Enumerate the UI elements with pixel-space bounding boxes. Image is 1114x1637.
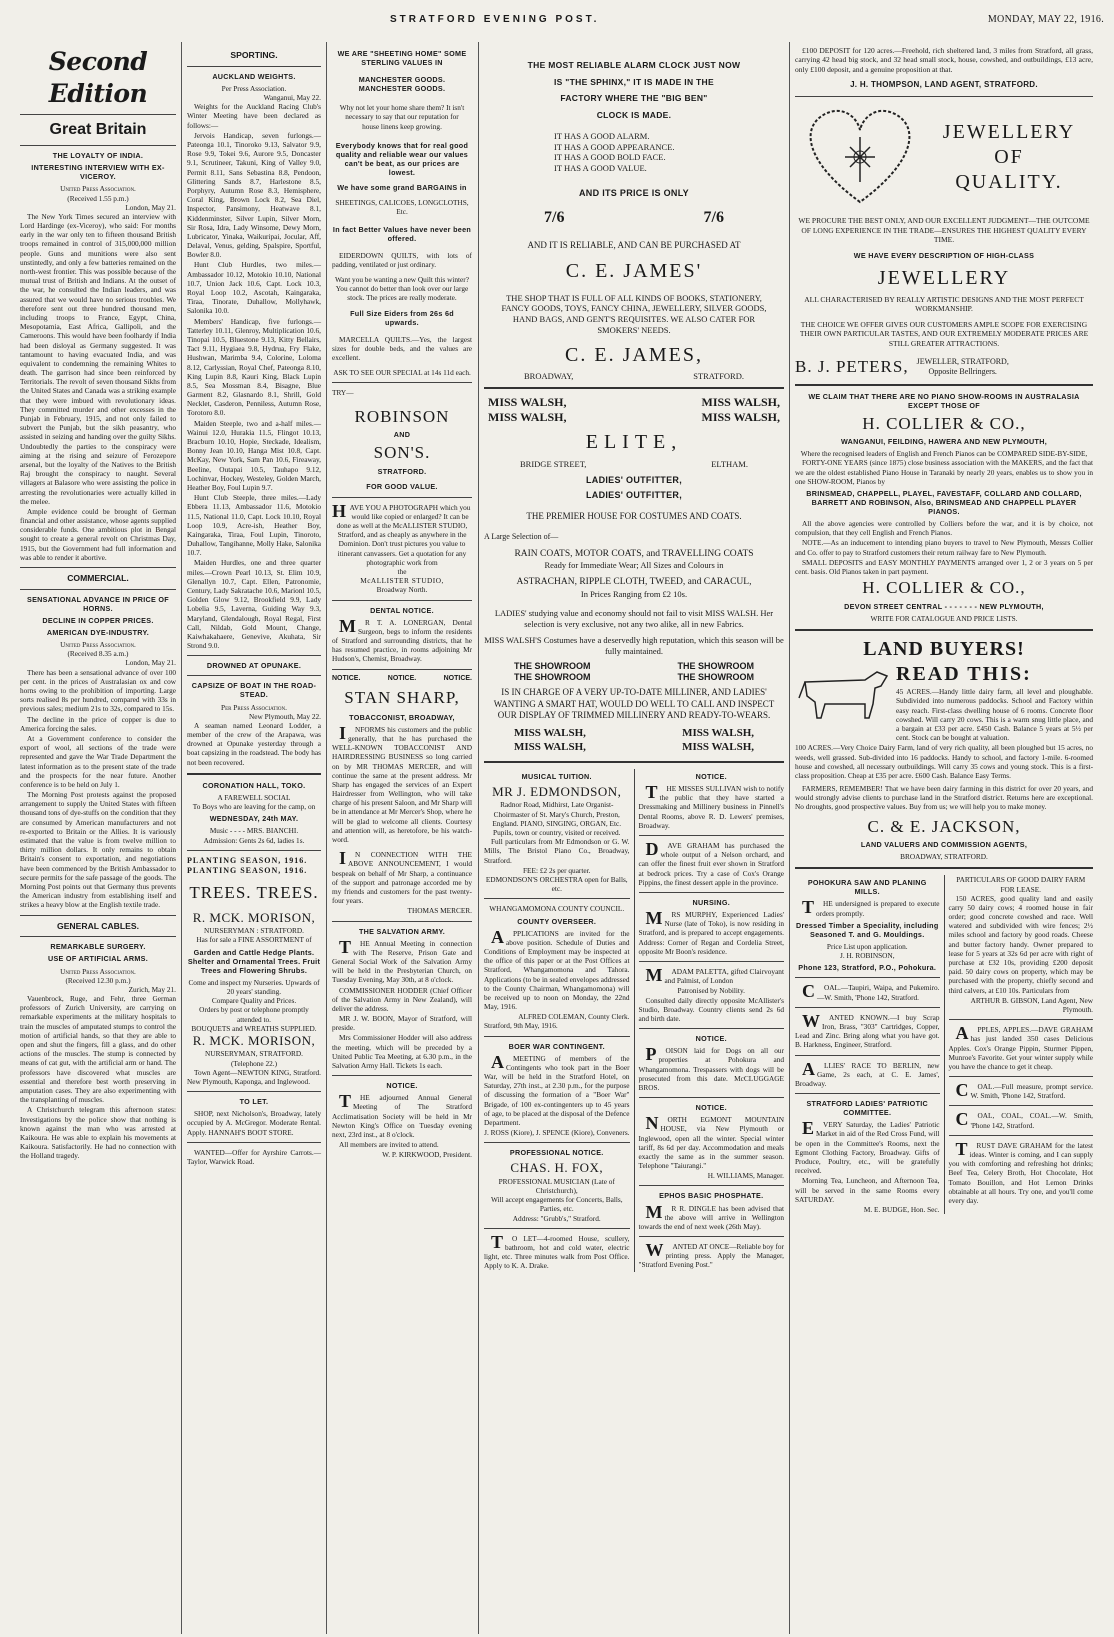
ad-line: LADIES' OUTFITTER,: [585, 475, 683, 486]
ad-line: BOUQUETS and WREATHS SUPPLIED.: [191, 1023, 317, 1033]
ad-line: AND ITS PRICE IS ONLY: [579, 187, 689, 198]
headline: NOTICE.: [695, 1034, 727, 1044]
ad-title: JEWELLERY: [942, 120, 1076, 143]
ad-line: Mrs Commissioner Hodder will also address the meeting, which will be preceded by a United Public Tea Meeting, at 6.30 p.m., in the Salvation Army Hall. Tickets 1s each.: [332, 1033, 472, 1071]
ad-line: IT HAS A GOOD ALARM.: [554, 130, 650, 141]
ad-line: APPLES, APPLES.—DAVE GRAHAM has just landed 350 cases Delicious Apples. Cox's Orange Pippin, Sturmer Pippen, Munroe's Favorite. Get your winter supply while you have the chance to get it cheap.: [948, 1023, 1093, 1071]
ad-title: TREES. TREES.: [189, 883, 319, 903]
column-rule: [478, 42, 479, 1634]
paragraph: Hunt Club Hurdles, two miles.—Ambassador 10.12, Motokio 10.10, National 10.7, Union Jack 10.6, Capt. Lock 10.3, Royal Loop 10.2, Ascotah, Kaingaraka, Tiraa, Tinorate, Duhallow, Mollyhawk, Salonika 10.0.: [187, 260, 321, 316]
ad-line: DEVON STREET CENTRAL - - - - - - - NEW PLYMOUTH,: [844, 601, 1044, 611]
ad-line: BROADWAY,: [524, 370, 574, 381]
ad-line: the: [397, 566, 407, 576]
ad-line: EVERY Saturday, the Ladies' Patriotic Market in aid of the Red Cross Fund, will be open in the Committee's Rooms, next the Egmont Clothing Factory, Broadway. Gifts of Produce, Poultry, etc., will be gratefully received.: [795, 1118, 940, 1176]
ad-line: 100 ACRES.—Very Choice Dairy Farm, land of very rich quality, all been ploughed but 15 acres, no weeds, well grassed. Sub-divided into 16 paddocks. Handy to school, and factory 1-mile. 6-roomed house and cowshed, all necessary outbuildings. Will carry 35 cows and young stock. This is a first-class proposition. Cheap at £35 per acre. £600 Cash. Balance Easy Terms.: [795, 743, 1093, 780]
ad-line: COMMISSIONER HODDER (Chief Officer of the Salvation Army in New Zealand), will deliver the address.: [332, 985, 472, 1013]
masthead-title: STRATFORD EVENING POST.: [390, 14, 600, 25]
ad-line: AND: [393, 430, 411, 440]
ad-line: COAL.—Full measure, prompt service. W. Smith, 'Phone 142, Stratford.: [955, 1080, 1093, 1101]
paragraph: The Morning Post protests against the proposed arrangement to supply the United States with fifteen thousand tons of dye-stuffs on the condition that they are consumed by American manufacturers and not re-exported to Britain or the Allies. It is variously estimated that the value is from twelve million to thirty million dollars. It only remains to obtain Britain's consent to exportation, and negotiations have been commenced by the British Ambassador to secure permits for the safe passage of the goods. The Morning Post points out that Germany thus prevents the American industry from establishing itself and strikes a heavy blow at the English textile trade.: [20, 790, 176, 910]
headline: GENERAL CABLES.: [57, 920, 139, 931]
headline: COMMERCIAL.: [67, 573, 129, 584]
signature: W. P. KIRKWOOD, President.: [382, 1150, 472, 1160]
ad-line: MRS MURPHY, Experienced Ladies' Nurse (late of Toko), is now residing in Stratford, and is prepared to accept engagements. Address: Corner of Regan and Cordelia Street, opposite Mr Boon's residence.: [638, 908, 784, 956]
ad-line: In Prices Ranging from £2 10s.: [580, 589, 688, 600]
ad-title: WE ARE "SHEETING HOME" SOME STERLING VALUES IN: [337, 49, 467, 68]
ad-title: C. E. JAMES,: [565, 344, 703, 367]
ad-line: TO LET—4-roomed House, scullery, bathroom, hot and cold water, electric light, etc. Three minutes walk from Post Office. Apply to K. A. Drake.: [484, 1231, 630, 1271]
ad-line: A FAREWELL SOCIAL: [217, 792, 291, 802]
ad-line: STRATFORD.: [377, 466, 427, 476]
ad-line: Has for sale a FINE ASSORTMENT of: [196, 935, 312, 945]
ads-right: [634, 769, 785, 1272]
ad-title: MISS WALSH,: [682, 727, 754, 740]
notice: NOTICE.: [387, 674, 417, 682]
paragraph: At a Government conference to consider the export of wool, all sections of the trade were represented and gave the War Trade Department the latest information as to the present state of the trade and the prospects for the near future. Another conference is to be held on July 1.: [20, 733, 176, 789]
ad-line: WEDNESDAY, 24th MAY.: [209, 814, 299, 824]
ad-line: MARCELLA QUILTS.—Yes, the largest sizes for double beds, and the values are excellent.: [332, 334, 472, 363]
ad-line: MADAM PALETTA, gifted Clairvoyant and Palmist, of London: [645, 964, 784, 986]
ad-line: J. H. THOMPSON, LAND AGENT, STRATFORD.: [850, 80, 1038, 90]
ad-line: Want you be wanting a new Quilt this winter? You cannot do better than look over our large stock. The prices are really moderate.: [335, 275, 469, 303]
headline: AUCKLAND WEIGHTS.: [212, 71, 296, 81]
received: (Received 12.30 p.m.): [65, 975, 131, 985]
column-ads-right: [791, 46, 1097, 1632]
ad-line: POISON laid for Dogs on all our properties at Pohokura and Whangamomona. Trespassers with dogs will be prosecuted from this date. McCLUGGAGE BROS.: [638, 1044, 784, 1092]
paragraph: Ample evidence could be brought of German financial and other assistance, whose agents supplied considerable funds. One ambitious plot in Bengal sought to create a general revolt on Christmas Day, 1915, but the Government had full information and was able to render it abortive.: [20, 506, 176, 562]
ad-line: Full Size Eiders from 26s 6d upwards.: [350, 308, 454, 327]
headline: DENTAL NOTICE.: [370, 605, 434, 615]
ads-left: [795, 875, 940, 1214]
ad-title: STAN SHARP,: [344, 688, 460, 708]
ad-line: TOBACCONIST, BROADWAY,: [349, 712, 455, 722]
headline: MUSICAL TUITION.: [521, 772, 592, 782]
headline: SPORTING.: [230, 50, 278, 60]
ads-left: [484, 769, 630, 1272]
received: (Received 1.55 p.m.): [67, 193, 129, 203]
ad-title: H. COLLIER & CO.,: [862, 578, 1026, 598]
ad-line: NURSERYMAN : STRATFORD.: [204, 926, 304, 936]
ad-line: IT HAS A GOOD VALUE.: [554, 162, 647, 173]
heart-ornament-icon: [795, 102, 925, 212]
paragraph: Weights for the Auckland Racing Club's Winter Meeting have been declared as follows:—: [187, 102, 321, 130]
headline: STRATFORD LADIES' PATRIOTIC COMMITTEE.: [806, 1099, 929, 1118]
ad-line: Broadway North.: [376, 585, 428, 595]
ad-line: ASTRACHAN, RIPPLE CLOTH, TWEED, and CARACUL,: [516, 577, 752, 588]
ad-line: Where the recognised leaders of English and French Pianos can be COMPARED SIDE-BY-SIDE,: [800, 449, 1088, 459]
ad-line: Stratford, 9th May, 1916.: [484, 1021, 558, 1031]
ad-line: STRATFORD.: [693, 370, 744, 381]
ad-line: Town Agent—NEWTON KING, Stratford. New Plymouth, Kaponga, and Inglewood.: [187, 1067, 321, 1086]
ad-line: Phone 123, Stratford, P.O., Pohokura.: [798, 963, 937, 973]
ad-title: R. MCK. MORISON,: [192, 909, 316, 925]
ad-line: Opposite Bellringers.: [928, 366, 997, 376]
ad-line: FOR GOOD VALUE.: [366, 481, 438, 491]
ad-line: THE SHOWROOM: [514, 660, 591, 671]
ad-line: WANTED KNOWN.—I buy Scrap Iron, Brass, "303" Cartridges, Copper, Lead and Zinc. Bring along what you have got. B. Harkness, Engineer, Stratford.: [795, 1010, 940, 1050]
ad-line: Patronised by Nobility.: [677, 986, 745, 996]
headline: DROWNED AT OPUNAKE.: [206, 661, 302, 671]
ad-line: ELTHAM.: [711, 458, 748, 469]
ad-line: COAL.—Taupiri, Waipa, and Pukemiro.—W. Smith, 'Phone 142, Stratford.: [802, 981, 940, 1002]
ad-line: Morning Tea, Luncheon, and Afternoon Tea, will be served in the same Rooms every SATURDAY.: [795, 1176, 940, 1204]
ad-line: Radnor Road, Midhirst, Late Organist-Choirmaster of St. Mary's Church, Preston, England. PIANO, SINGING, ORGAN, Etc. Pupils, town or country, visited or received.: [492, 800, 622, 838]
cow-icon: [795, 662, 890, 722]
received: (Received 8.35 a.m.): [67, 649, 129, 659]
price: 7/6: [703, 208, 724, 226]
ad-line: Orders by post or telephone promptly attended to.: [199, 1005, 309, 1024]
paragraph: The decline in the price of copper is due to America forcing the sales.: [20, 714, 176, 733]
ad-line: THE Annual Meeting in connection with The Reserve, Prison Gate and General Social Work of the Salvation Army will be held in the Presbyterian Church, on Tuesday Evening, May 30th, at 8 o'clock.: [332, 936, 472, 985]
headline: USE OF ARTIFICIAL ARMS.: [47, 954, 149, 964]
ad-line: PLANTING SEASON, 1916.: [187, 866, 308, 876]
ad-line: Will accept engagements for Concerts, Balls, Parties, etc.: [490, 1195, 623, 1214]
headline: NOTICE.: [386, 1081, 418, 1091]
headline: EPHOS BASIC PHOSPHATE.: [659, 1191, 764, 1201]
dateline: London, May 21.: [125, 658, 176, 668]
ad-line: THE PREMIER HOUSE FOR COSTUMES AND COATS.: [526, 511, 742, 522]
ad-line: LAND VALUERS AND COMMISSION AGENTS,: [860, 840, 1028, 850]
ad-line: Everybody knows that for real good quality and reliable wear our values can't be beat, as our prices are lowest.: [335, 140, 469, 177]
ad-line: THE CHOICE WE OFFER GIVES OUR CUSTOMERS AMPLE SCOPE FOR EXERCISING THEIR OWN PARTICULAR TASTES, AND OUR EXTREMELY MODERATE PRICES ARE STILL GREATER ATTRACTIONS.: [799, 319, 1089, 348]
ad-line: WANTED AT ONCE—Reliable boy for printing press. Apply the Manager, "Stratford Evening Post.": [638, 1240, 784, 1270]
headline: COUNTY OVERSEER.: [517, 916, 597, 926]
ad-title: OF: [994, 145, 1024, 168]
column-ads: [328, 46, 476, 1632]
ads-right: [944, 875, 1094, 1214]
ad-title: MISS WALSH,: [701, 410, 780, 425]
ad-line: SHEETINGS, CALICOES, LONGCLOTHS, Etc.: [335, 198, 469, 217]
column-news: [16, 46, 180, 1632]
ad-line: THE adjourned Annual General Meeting of The Stratford Acclimatisation Society will be held in Mr Newton King's Office on Tuesday evening next, 23rd inst., at 8 o'clock.: [332, 1091, 472, 1140]
ad-line: MR J. W. BOON, Mayor of Stratford, will preside.: [332, 1014, 472, 1033]
ad-line: We have some grand BARGAINS in: [337, 183, 467, 193]
ad-title: FACTORY WHERE THE "BIG BEN": [560, 93, 708, 104]
headline: NURSING.: [692, 897, 731, 907]
ad-line: DAVE GRAHAM has purchased the whole output of a Nelson orchard, and can offer the finest fruit ever shown in Stratford at bedrock prices. Try a case of Cox's Orange Pippins, the finest dessert apple in the province.: [638, 839, 784, 887]
ad-line: NOTE.—As an inducement to intending piano buyers to travel to New Plymouth, Messrs Collier and Co. offer to pay to Stratford customers their return railway fare to New Plymouth.: [795, 538, 1093, 557]
ad-line: WE HAVE EVERY DESCRIPTION OF HIGH-CLASS: [853, 250, 1035, 260]
headline: DECLINE IN COPPER PRICES.: [42, 615, 154, 625]
ad-line: A Large Selection of—: [484, 532, 559, 542]
ad-title: MR J. EDMONDSON,: [492, 784, 622, 800]
headline: CORONATION HALL, TOKO.: [202, 780, 306, 790]
column-sporting: [183, 46, 325, 1632]
ad-line: £100 DEPOSIT for 120 acres.—Freehold, rich sheltered land, 3 miles from Stratford, all grass, carrying 42 head big stock, and 32 head small stock, house, cowshed, and outbuildings, £13 acre, only £100 deposit, and a genuine proposition at that.: [795, 46, 1093, 74]
ad-line: NORTH EGMONT MOUNTAIN HOUSE, via New Plymouth or Inglewood, open all the winter. Special winter tariff, 8s 6d per day. Accommodation and meals exactly the same as in the summer season. Telephone "Taiurangi.": [638, 1113, 784, 1171]
ad-line: RAIN COATS, MOTOR COATS, and TRAVELLING COATS: [514, 548, 754, 559]
paragraph: Maiden Hurdles, one and three quarter miles.—Crown Pearl 10.13, St. Elim 10.9, Glenallyn 10.7, Capt. Ellen, Patronomie, Century, Lady Sakratache 10.6, Marionl 10.5, Golden Glow 9.12, Brookfield 9.9, Lady Lobelia 9.5, Laverna, Guiding Way 9.3, Maryland, Glendalough, Royal Regal, First Call, Nildab, Gold Mount, Change, Kaiwhakahaere, Genevive, Akuhata, Sir Strond 9.0.: [187, 558, 321, 651]
ad-line: LADIES' studying value and economy should not fail to visit MISS WALSH. Her selection is very exclusive, not any two alike, all in new Fabrics.: [494, 607, 774, 629]
credit: United Press Association.: [60, 184, 136, 194]
ad-title: THE MOST RELIABLE ALARM CLOCK JUST NOW: [527, 60, 741, 70]
ad-line: APPLICATIONS are invited for the above position. Schedule of Duties and Conditions of Employment may be inspected at the office of this paper or at the Post Offices at Stratford, Whangamomona and Tahora. Applications (to be in sealed envelopes addressed to the County Chairman, Whangamomona) will be received up to noon on Monday, the 22nd May, 1916.: [484, 926, 630, 1012]
ad-line: COAL, COAL, COAL.—W. Smith, 'Phone 142, Stratford.: [955, 1109, 1093, 1130]
ad-line: WE PROCURE THE BEST ONLY, AND OUR EXCELLENT JUDGMENT—THE OUTCOME OF LONG EXPERIENCE IN THE TRADE—ENSURES THE HIGHEST QUALITY EVERY TIME.: [798, 216, 1090, 245]
ad-title: CHAS. H. FOX,: [510, 1160, 604, 1176]
notice: NOTICE.: [443, 674, 472, 682]
ad-line: 150 ACRES, good quality land and easily carry 50 dairy cows; 4 roomed house in fair order; good concrete cowshed and race. Well watered and subdivided with wire fences; 2½ miles school and factory by good roads. Cheese and butter factory handy. Owner prepared to lease for 5 years at 32s 6d per acre with right of purchase at £32 10s, providing £200 deposit paid. 50 dairy cows on property, which may be purchased with the property, chiefly second and third calvers, at £10 10s. Particulars from: [948, 893, 1093, 995]
headline: SENSATIONAL ADVANCE IN PRICE OF HORNS.: [26, 594, 169, 613]
ad-line: PROFESSIONAL MUSICIAN (Late of Christchurch),: [498, 1176, 615, 1196]
ad-line: EDMONDSON'S ORCHESTRA open for Balls, etc.: [485, 874, 628, 894]
ad-line: To Boys who are leaving for the camp, on: [192, 802, 316, 812]
headline: WHANGAMOMONA COUNTY COUNCIL.: [489, 904, 625, 914]
headline: PARTICULARS OF GOOD DAIRY FARM FOR LEASE.: [956, 875, 1086, 894]
column-rule: [789, 42, 790, 1634]
ad-line: AMEETING of members of the Contingents who took part in the Boer War, will be held in the Stratford Hotel, on Saturday, 27th inst., at 2.30 p.m., for the purpose of discussing the formation of a "Boer War" Brigade, of 100 ex-contingenters up to 45 years of age, to be placed at the disposal of the Defence Department.: [484, 1051, 630, 1128]
credit: Per Press Association.: [221, 702, 287, 712]
signature: THOMAS MERCER.: [407, 906, 472, 916]
ad-line: Compare Quality and Prices.: [211, 996, 297, 1006]
ad-line: BRINSMEAD, CHAPPELL, PLAYEL, FAVESTAFF, COLLARD AND COLLARD, BARRETT AND ROBINSON, Also, BRINSMEAD AND CHAPPELL PLAYER PIANOS.: [806, 488, 1082, 517]
ad-line: LADIES' OUTFITTER,: [585, 489, 683, 500]
ad-line: EIDERDOWN QUILTS, with lots of padding, ventilated or just ordinary.: [332, 250, 472, 269]
ad-line: Ready for Immediate Wear; All Sizes and Colours in: [544, 560, 724, 571]
ad-line: IT HAS A GOOD APPEARANCE.: [554, 141, 675, 152]
headline: NOTICE.: [695, 1103, 727, 1113]
ad-line: All members are invited to attend.: [339, 1140, 439, 1150]
ad-title: MISS WALSH,: [488, 410, 567, 425]
dateline: Zurich, May 21.: [128, 984, 176, 994]
ad-line: MR R. DINGLE has been advised that the above will arrive in Wellington towards the end of next week (26th May).: [638, 1201, 784, 1231]
ad-title: SON'S.: [373, 443, 431, 463]
subheadline: INTERESTING INTERVIEW WITH EX-VICEROY.: [31, 163, 165, 182]
ad-line: WANTED—Offer for Ayrshire Carrots.—Taylor, Warwick Road.: [187, 1147, 321, 1166]
ad-title: H. COLLIER & CO.,: [862, 413, 1026, 433]
ad-line: IT HAS A GOOD BOLD FACE.: [554, 152, 666, 163]
column-rule: [326, 42, 327, 1634]
ad-title: MISS WALSH,: [514, 727, 586, 740]
ad-title: MANCHESTER GOODS. MANCHESTER GOODS.: [358, 75, 446, 94]
ad-line: FARMERS, REMEMBER! That we have been dairy farming in this district for over 20 years, and would strongly advise clients to purchase land in the Stratford district. Returns here are exceptional. No droughts, good prospective values. Buy from us; we will help you to make money.: [795, 784, 1093, 812]
ad-line: Full particulars from Mr Edmondson or G. W. Mills, The Bristol Piano Co., Broadway, Stratford.: [484, 837, 630, 865]
ad-line: THE MISSES SULLIVAN wish to notify the public that they have started a Dressmaking and Millinery business in Pinnell's Dental Rooms, above R. D. Lewers' premises, Broadway.: [638, 782, 784, 830]
paragraph: There has been a sensational advance of over 100 per cent. in the prices of Australasian ox and cow horns owing to the prohibition of importing. Large sorts realised 8s per hundred, compared with 33s in previous sales; medium 21s to 32s, compared to 15s.: [20, 667, 176, 714]
ad-line: SMALL DEPOSITS and EASY MONTHLY PAYMENTS arranged over 1, 2 or 3 years on 5 per cent. basis. Old Pianos taken in part payment.: [795, 557, 1093, 577]
signature: ARTHUR B. GIBSON, Land Agent, New Plymouth.: [970, 995, 1093, 1014]
headline: POHOKURA SAW AND PLANING MILLS.: [807, 878, 927, 897]
signature: M. E. BUDGE, Hon. Sec.: [863, 1204, 940, 1214]
signature: ALFRED COLEMAN, County Clerk.: [518, 1012, 630, 1022]
ad-line: Why not let your home share them? It isn't necessary to say that our reputation for house linens keep growing.: [339, 103, 465, 131]
section-title: Great Britain: [49, 121, 147, 138]
headline: AMERICAN DYE-INDUSTRY.: [46, 628, 150, 638]
ad-line: ALL CHARACTERISED BY REALLY ARTISTIC DESIGNS AND THE MOST PERFECT WORKMANSHIP.: [804, 294, 1084, 314]
dateline: London, May 21.: [125, 202, 176, 212]
ad-title: CLOCK IS MADE.: [596, 110, 672, 121]
ad-line: THE SHOWROOM: [514, 671, 591, 682]
ad-line: SHOP, next Nicholson's, Broadway, lately occupied by A. McGregor. Moderate Rental. Apply. HANNAH'S BOOT STORE.: [187, 1109, 321, 1137]
masthead-date: MONDAY, MAY 22, 1916.: [987, 14, 1104, 25]
ad-line: WRITE FOR CATALOGUE AND PRICE LISTS.: [870, 613, 1018, 623]
ad-line: IS IN CHARGE OF A VERY UP-TO-DATE MILLINER, AND LADIES' WANTING A SMART HAT, WOULD DO WELL TO CALL AND INSPECT OUR DISPLAY OF TRIMMED MILLINERY AND READY-TO-WEARS.: [493, 687, 775, 720]
ad-line: Consulted daily directly opposite McAllister's Studio, Broadway. Country clients send 2s 6d and birth date.: [638, 995, 784, 1023]
paragraph: A Christchurch telegram this afternoon states: Investigations by the police show that nothing is known against the man who was arrested at Kaikoura. He was able to explain his movements at Kaikoura. Satisfactorily. He had no connection with the Holland tragedy.: [20, 1105, 176, 1161]
ad-title: R. MCK. MORISON,: [192, 1032, 316, 1048]
ad-line: McALLISTER STUDIO,: [360, 576, 444, 586]
ad-title: B. J. PETERS,: [795, 357, 909, 377]
paragraph: Vauenbrock, Ruge, and Fehr, three German professors of Zurich University, are carrying on remarkable experiments at the military hospitals to train the muscles of amputated stumps to control the motion of artificial hands, so that they are able to open and shut the fingers, fill a glass, and do other actions of the muscles. The stump is connected by means of cat gut, with the artificial arm or hand. The professors have discovered what muscles are essential and therefore best worth preserving in amputation cases. They are also experimenting with the transplanting of muscles.: [20, 994, 176, 1105]
ad-line: BRIDGE STREET,: [520, 458, 587, 469]
ad-line: BROADWAY, STRATFORD.: [900, 852, 988, 862]
ad-line: In fact Better Values have never been offered.: [332, 224, 472, 243]
ad-line: Address: "Grubb's," Stratford.: [512, 1213, 601, 1223]
ad-line: WANGANUI, FEILDING, HAWERA AND NEW PLYMOUTH,: [840, 437, 1048, 447]
column-rule: [181, 42, 182, 1634]
ad-line: (Telephone 22.): [230, 1058, 278, 1068]
ad-line: THE undersigned is prepared to execute orders promptly.: [802, 897, 940, 918]
ad-line: AND IT IS RELIABLE, AND CAN BE PURCHASED AT: [527, 240, 741, 251]
ad-line: J. H. ROBINSON,: [839, 951, 895, 961]
paragraph: The New York Times secured an interview with Lord Hardinge (ex-Viceroy), who said: For months early in the war only ten to fifteen thousand British troops remained in control of 315,000,000 million people. Guns and munitions were also sent unstintedly, and only a few batteries remained on the north-west frontier. This was possible because of the mutual trust of British and Indians. At the outset of the war, he consulted the Indian leaders, and was assured that we would have no serious troubles. We therefore sent out three hundred thousand men, including troops to France, Egypt, China, Mesopotamia, East Africa, Gallipoli, and the Cameroons. This would have been foolhardy if India had been disloyal as Germany suggested. It was tantamount to having evacuated India, and was equivalent to condemning the remaining Whites to death. The garrison had since been reinforced by Territorials. The revolt of seven thousand Sikhs from the United States and Canada was a striking example that they were imbued with revolutionary ideas. They committed murder and other excesses in the Punjab in February, 1915, and not only failed to subvert the Punjab, but the sikh peasantry, who assisted in seizing and handing over the guilty Sikhs. Undoubtedly the parties to the conspiracy were aiming at the rising and seizure of Ferozepore arsenal, but the loyalty of the Natives to the British Raj brought the conspiracy to naught. Several villagers at Balasore who were assisting the police in arresting the revolutionaries were actually killed in the melee.: [20, 211, 176, 506]
paragraph: A seaman named Leonard Lodder, a member of the crew of the Arapawa, was drowned at Opunake yesterday through a boat capsizing in the roadstead. The body has not been recovered.: [187, 720, 321, 767]
ad-line: Music - - - - MRS. BIANCHI.: [209, 826, 299, 836]
ad-line: TRY—: [332, 388, 354, 398]
dateline: New Plymouth, May 22.: [249, 711, 321, 721]
credit: United Press Association.: [60, 966, 136, 976]
headline: THE SALVATION ARMY.: [358, 926, 446, 936]
ad-line: Garden and Cattle Hedge Plants. Shelter and Ornamental Trees. Fruit Trees and Flowering Shrubs.: [187, 947, 321, 975]
headline: REMARKABLE SURGERY.: [50, 942, 146, 952]
paragraph: Hunt Club Steeple, three miles.—Lady Ebbera 11.13, Ambassador 11.6, Motokio 11.5, National 11.0, Capt. Lock 10.10, Royal Loop 10.9, Acre-ish, Heather Boy, Kaingaraka, Tiraa, Foul Lupin, Tinoroto, Duhallow, Tangihanne, Molly Hake, Salonika 10.7.: [187, 493, 321, 558]
ad-title: MISS WALSH,: [514, 741, 586, 754]
ad-title: ELITE,: [585, 430, 683, 453]
ad-title: LAND BUYERS!: [863, 637, 1025, 660]
ad-title: C. & E. JACKSON,: [867, 816, 1021, 836]
ad-line: ASK TO SEE OUR SPECIAL at 14s 11d each.: [333, 368, 471, 378]
ad-title: MISS WALSH,: [682, 741, 754, 754]
headline: THE LOYALTY OF INDIA.: [52, 151, 144, 161]
ad-line: MISS WALSH'S Costumes have a deservedly high reputation, which this season will be fully maintained.: [484, 635, 784, 656]
signature: J. ROSS (Kiore), J. SPENCE (Kiore), Conveners.: [484, 1128, 630, 1138]
ad-line: JEWELLER, STRATFORD,: [916, 356, 1009, 366]
ad-line: FORTY-ONE YEARS (since 1875) close business association with the MAKERS, and the fact that we are the oldest established Piano House in Taranaki by nearly 20 years, enables us to show you in one SHOW-ROOM, Pianos by: [795, 458, 1093, 486]
ad-line: TRUST DAVE GRAHAM for the latest ideas. Winter is coming, and I can supply you with comforting and refreshing hot drinks; Beef Tea, Celery Broth, Hot Chocolate, Hot Tomato Bouillon, and Hot Lemon Drinks obtainable at all hours. Try one, and you'll come every day.: [948, 1138, 1093, 1205]
ad-line: Admission: Gents 2s 6d, ladies 1s.: [203, 835, 305, 845]
credit: United Press Association.: [60, 640, 136, 650]
ad-title: READ THIS:: [896, 663, 1032, 686]
edition-title: Second Edition: [48, 47, 148, 108]
ad-line: THE SHOWROOM: [677, 660, 754, 671]
paragraph: Jervois Handicap, seven furlongs.—Pateonga 10.1, Tinoroko 9.13, Salvator 9.9, Rose 9.9, Tokei 9.6, Aurore 9.5, Doncaster 9.1, Scrutineer, Takuni, King of Valley 9.0, Permit 8.11, Sans Sebastina 8.8, Pendoon, Glittering Sands 8.7, Harlestone 8.5, Porphyry, Autumn Rose 8.3, Hemisphere, Coral King, Brown Lock 8.2, Sea Diel, Inspector, Pansimony, Heatwave 8.1, Kiddenminster, Silver Lupin, Silver Morn, Sir Rosa, Idra, Lady Winsome, Dewy Morn, Lubricator, Yinaka, Waikuripai, Jocular, Aff, Delaval, Venus, gelding, Spalspire, Sportful, Bowler 8.0.: [187, 130, 321, 260]
ad-line: 45 ACRES.—Handy little dairy farm, all level and ploughable. Subdivided into numerous paddocks. School and Factory within easy reach. First-class dwelling house of 6 rooms. Concrete floor cowshed. Will carry 20 cows. This is a warm snug little place, and a bargain at £33 per acre. £450 Cash. Balance 5 years at 5½ per cent. Stock can be bought at valuation.: [896, 687, 1093, 743]
paragraph: Maiden Steeple, two and a-half miles.—Wainui 12.0, Hurakia 11.5, Flingot 10.13, Bracburn 10.10, Hopie, Steckade, Idealism, Bonny Jean 10.10, Hanga Mist 10.8, Capt. McKay, New York, Sam Pan 10.6, Fireaway, Beeline, Outapai 10.5, Tauhapo 9.12, Lochinvar, Hockey, Westeley, Golden March, Heather Boy, Foul Lupin 9.7.: [187, 418, 321, 492]
credit: Per Press Association.: [221, 83, 287, 93]
masthead: [0, 14, 1114, 28]
ad-line: IN CONNECTION WITH THE ABOVE ANNOUNCEMENT, I would bespeak on behalf of Mr Sharp, a continuance of the support and patronage accorded me by my friends and customers for the past twenty-four years.: [332, 848, 472, 906]
headline: TO LET.: [239, 1097, 269, 1107]
ad-title: IS "THE SPHINX," IT IS MADE IN THE: [554, 76, 714, 87]
ad-line: THE SHOP THAT IS FULL OF ALL KINDS OF BOOKS, STATIONERY, FANCY GOODS, TOYS, FANCY CHINA, JEWELLERY, SILVER GOODS, HAND BAGS, AND GENT'S REQUISITES. WE ALSO CATER FOR SMOKERS' NEEDS.: [501, 292, 767, 335]
price: 7/6: [544, 208, 565, 226]
signature: H. WILLIAMS, Manager.: [707, 1171, 784, 1181]
ad-line: INFORMS his customers and the public generally, that he has purchased the WELL-KNOWN TOBACCONIST AND HAIRDRESSING BUSINESS so long carried on by MR THOMAS MERCER, and will continue the same at the present address. Mr Sharp has engaged the services of an Expert Hairdresser from Wellington, who will take charge of his present Saloon, and Mr Sharp will be in attendance at Mr Mercer's Shop, where he will be glad to welcome all clients. Courtesy and attention will, as heretofore, be his watch-word.: [332, 722, 472, 845]
ad-title: ROBINSON: [354, 406, 450, 426]
ad-line: PLANTING SEASON, 1916.: [187, 855, 308, 865]
ad-title: MISS WALSH,: [488, 395, 567, 410]
headline: BOER WAR CONTINGENT.: [508, 1041, 605, 1051]
ad-line: All the above agencies were controlled by Colliers before the war, and it is by choice, not compulsion, that they cell English and French Pianos.: [795, 519, 1093, 538]
ad-line: Dressed Timber a Speciality, including Seasoned T. and G. Mouldings.: [795, 920, 939, 939]
headline: NOTICE.: [695, 772, 727, 782]
dateline: Wanganui, May 22.: [263, 93, 321, 103]
ad-line: THE SHOWROOM: [677, 671, 754, 682]
ad-title: MISS WALSH,: [701, 395, 780, 410]
ad-line: Come and inspect my Nurseries. Upwards of 20 years' standing.: [188, 977, 320, 997]
column-ads-wide: [480, 46, 788, 1632]
notice: NOTICE.: [332, 674, 361, 682]
ad-line: MR T. A. LONERGAN, Dental Surgeon, begs to inform the residents of Stratford and surrounding districts, that he has resumed practice, in rooms adjoining Mr Hudson's, Chemist, Broadway.: [332, 615, 472, 664]
ad-title: C. E. JAMES': [565, 260, 703, 283]
ad-title: JEWELLERY: [877, 266, 1011, 289]
ad-line: HAVE YOU A PHOTOGRAPH which you would like copied or enlarged? It can be done as well at the McALLISTER STUDIO, Stratford, and as cheaply as anywhere in the Dominion. Don't trust pictures you value to itinerant canvassers. Get a quotation for any photographic work from: [332, 500, 471, 567]
ad-line: ALLIES' RACE TO BERLIN, new Game, 2s each, at C. E. James', Broadway.: [795, 1058, 940, 1088]
ad-line: WE CLAIM THAT THERE ARE NO PIANO SHOW-ROOMS IN AUSTRALASIA EXCEPT THOSE OF: [808, 391, 1080, 410]
ad-title: QUALITY.: [955, 170, 1063, 193]
ad-line: FEE: £2 2s per quarter.: [523, 865, 591, 875]
headline: PROFESSIONAL NOTICE.: [509, 1148, 604, 1158]
paragraph: Members' Handicap, five furlongs.—Tatterley 10.11, Glenroy, Multiplication 10.6, Tinopai 10.5, Bluestone 9.13, Kitty Bellairs, Tact 9.11, Hygiaea 9.8, Hydrua, Fry Flake, Hushwan, Marimba 9.4, Colorine, Loloma 8.12, Carlyssian, Royal Chef, Pateonga 8.10, King Lupin 8.8, Kauri King, Black Lupin 8.5, Sea Mossman 8.4, Bisagne, Blue Garment 8.2, Glasnardo 8.1, Shrill, Gold Necklet, Casderon, Penniless, Autumn Rose, Torotoro 8.0.: [187, 316, 321, 418]
headline: CAPSIZE OF BOAT IN THE ROAD-STEAD.: [191, 681, 317, 700]
ad-line: NURSERYMAN, STRATFORD.: [205, 1049, 303, 1059]
ad-line: Price List upon application.: [826, 941, 908, 951]
